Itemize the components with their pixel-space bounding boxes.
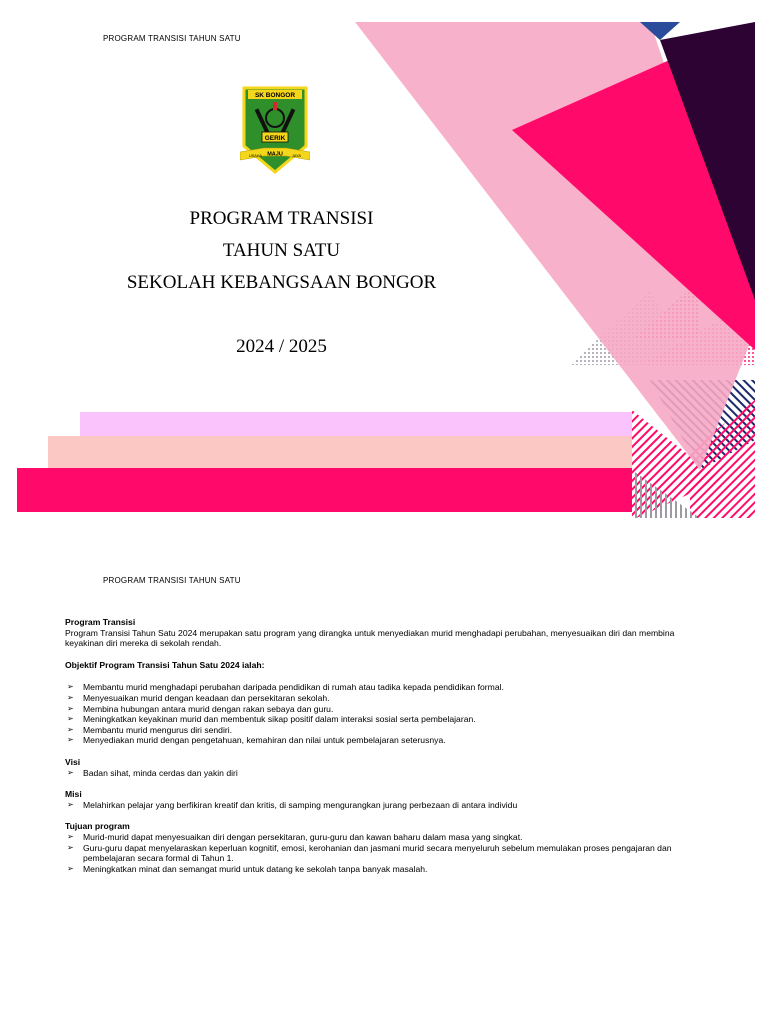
peach-band xyxy=(48,436,632,468)
svg-text:MAJU: MAJU xyxy=(267,151,283,158)
list-item: ➢ Meningkatkan keyakinan murid dan membentuk sikap positif dalam interaksi sosial serta pembelajaran. xyxy=(67,714,476,725)
lavender-band xyxy=(80,412,632,436)
list-item: ➢ Menyesuaikan murid dengan keadaan dan persekitaran sekolah. xyxy=(67,692,330,703)
arrow-bullet-icon: ➢ xyxy=(67,682,74,692)
list-item: ➢ Membina hubungan antara murid dengan rakan sebaya dan guru. xyxy=(67,703,334,714)
svg-text:SK BONGOR: SK BONGOR xyxy=(254,92,296,99)
arrow-bullet-icon: ➢ xyxy=(67,735,74,745)
section-title-objektif: Objektif Program Transisi Tahun Satu 2024 ialah: xyxy=(65,659,265,670)
arrow-bullet-icon: ➢ xyxy=(67,863,74,873)
section-title-tujuan: Tujuan program xyxy=(65,821,130,832)
cover-year: 2024 / 2025 xyxy=(236,336,327,357)
list-item: ➢ Guru-guru dapat menyelaraskan keperluan kognitif, emosi, kerohanian dan jasmani murid secara menyeluruh sebelum memulakan proses pengajaran dan pembelajaran secara formal di Tahun 1. xyxy=(67,842,672,864)
list-item: ➢ Menyediakan murid dengan pengetahuan, kemahiran dan nilai untuk pembelajaran seterusnya. xyxy=(67,735,446,746)
list-item: ➢ Membantu murid menghadapi perubahan daripada pendidikan di rumah atau tadika kepada pendidikan formal. xyxy=(67,682,504,693)
cover-title-line: SEKOLAH KEBANGSAAN BONGOR xyxy=(126,272,437,293)
arrow-bullet-icon: ➢ xyxy=(67,724,74,734)
list-item: ➢ Melahirkan pelajar yang berfikiran kreatif dan kritis, di samping mengurangkan jurang perbezaan di antara individu xyxy=(67,799,518,810)
list-item: ➢ Murid-murid dapat menyesuaikan diri dengan persekitaran, guru-guru dan kawan baharu dalam masa yang singkat. xyxy=(67,831,523,842)
tujuan-list xyxy=(65,832,705,874)
list-item: ➢ Membantu murid mengurus diri sendiri. xyxy=(67,724,233,735)
arrow-bullet-icon: ➢ xyxy=(67,799,74,809)
arrow-bullet-icon: ➢ xyxy=(67,842,74,852)
arrow-bullet-icon: ➢ xyxy=(67,831,74,841)
cover-title-line: TAHUN SATU xyxy=(222,240,341,261)
section-title-misi: Misi xyxy=(65,789,82,800)
svg-text:USAHA: USAHA xyxy=(249,154,263,158)
page-content xyxy=(65,617,705,874)
svg-text:JAYA: JAYA xyxy=(292,154,301,158)
school-crest-logo xyxy=(240,86,310,174)
svg-text:GERIK: GERIK xyxy=(264,135,286,142)
arrow-bullet-icon: ➢ xyxy=(67,692,74,702)
list-item: ➢ Badan sihat, minda cerdas dan yakin diri xyxy=(67,767,238,778)
arrow-bullet-icon: ➢ xyxy=(67,703,74,713)
page-header: PROGRAM TRANSISI TAHUN SATU xyxy=(103,34,241,43)
list-item: ➢ Meningkatkan minat dan semangat murid untuk datang ke sekolah tanpa banyak masalah. xyxy=(67,863,428,874)
section-title-program: Program Transisi xyxy=(65,617,136,627)
hot-pink-band xyxy=(17,468,632,512)
page-header: PROGRAM TRANSISI TAHUN SATU xyxy=(103,576,241,585)
cover-title xyxy=(0,203,563,299)
section-title-visi: Visi xyxy=(65,756,81,767)
cover-title-line: PROGRAM TRANSISI xyxy=(189,208,374,229)
program-description: Program Transisi Tahun Satu 2024 merupakan satu program yang dirangka untuk menyediakan murid menghadapi perubahan, menyesuaikan diri dan membina keyakinan diri mereka di sekolah rendah. xyxy=(65,627,675,649)
objektif-list xyxy=(65,682,705,746)
arrow-bullet-icon: ➢ xyxy=(67,714,74,724)
misi-list xyxy=(65,800,705,811)
arrow-bullet-icon: ➢ xyxy=(67,767,74,777)
visi-list xyxy=(65,768,705,779)
